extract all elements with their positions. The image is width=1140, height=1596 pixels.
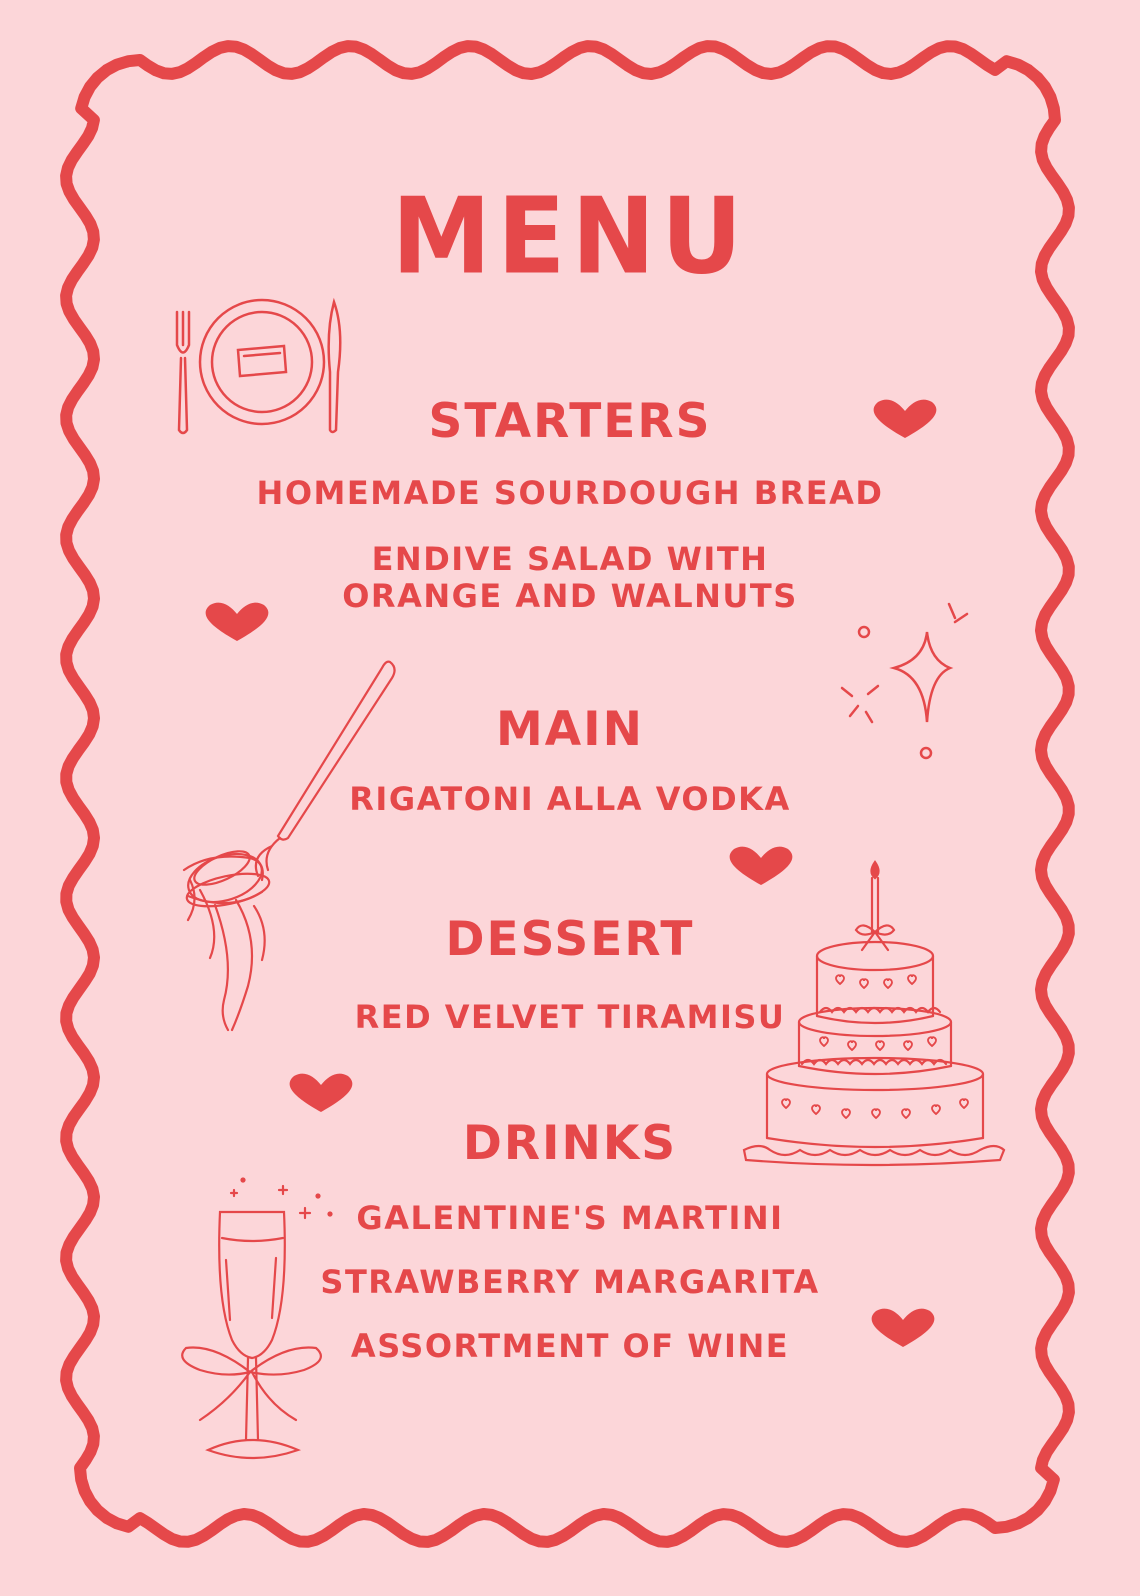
heart-icon [730, 847, 793, 885]
section-heading-starters: STARTERS [428, 394, 712, 449]
menu-title: MENU [391, 175, 749, 298]
cake-hearts [782, 975, 968, 1118]
section-heading-drinks: DRINKS [462, 1116, 678, 1171]
menu-item: ORANGE AND WALNUTS [342, 577, 798, 615]
menu-item: ASSORTMENT OF WINE [350, 1327, 790, 1365]
menu-item: RIGATONI ALLA VODKA [349, 780, 791, 818]
heart-icon [290, 1074, 353, 1112]
menu-item: STRAWBERRY MARGARITA [320, 1263, 820, 1301]
menu-item: RED VELVET TIRAMISU [354, 998, 786, 1036]
menu-item: ENDIVE SALAD WITH [371, 540, 769, 578]
section-heading-dessert: DESSERT [445, 912, 695, 967]
menu-item: GALENTINE'S MARTINI [356, 1199, 784, 1237]
menu-item: HOMEMADE SOURDOUGH BREAD [256, 474, 884, 512]
section-heading-main: MAIN [496, 702, 644, 757]
